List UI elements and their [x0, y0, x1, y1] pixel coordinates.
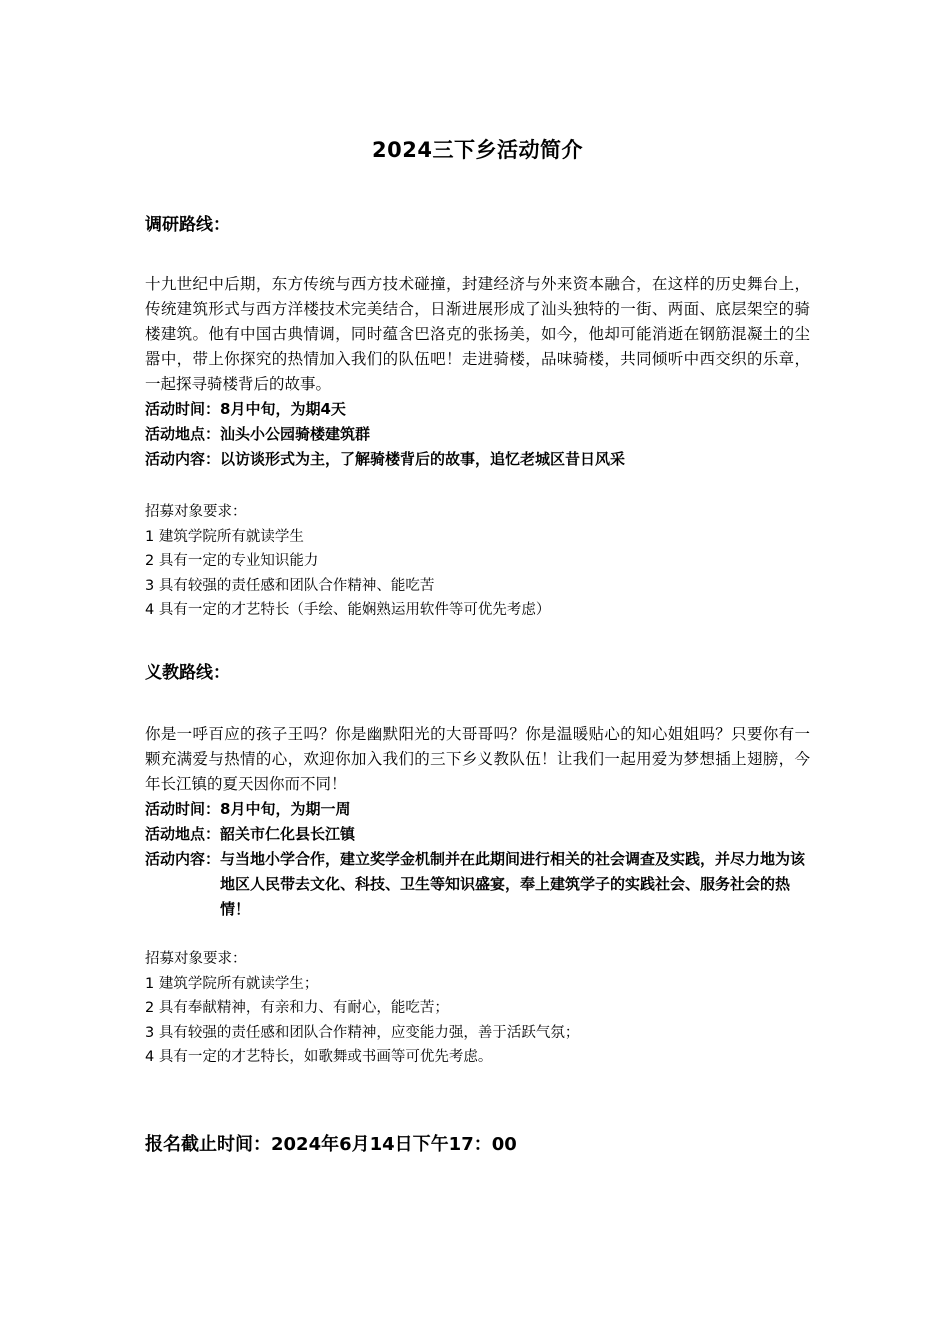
- research-place-value: 汕头小公园骑楼建筑群: [220, 425, 371, 443]
- research-requirements-title: 招募对象要求：: [145, 504, 247, 520]
- education-content-value: 与当地小学合作，建立奖学金机制并在此期间进行相关的社会调查及实践，并尽力地为该地区人民带去文化、科技、卫生等知识盛宴，奉上建筑学子的实践社会、服务社会的热情！: [220, 850, 806, 918]
- requirement-item: 3 具有较强的责任感和团队合作精神、能吃苦: [145, 577, 435, 594]
- education-content-label: 活动内容：: [145, 850, 221, 868]
- research-content-value: 以访谈形式为主，了解骑楼背后的故事，追忆老城区昔日风采: [220, 450, 626, 468]
- education-place-label: 活动地点：: [145, 825, 221, 843]
- research-requirements: [145, 500, 810, 623]
- education-requirements: [145, 947, 810, 1070]
- education-place-row: [145, 822, 810, 847]
- requirement-item: 1 建筑学院所有就读学生: [145, 528, 304, 545]
- requirement-item: 4 具有一定的才艺特长（手绘、能娴熟运用软件等可优先考虑）: [145, 602, 551, 618]
- research-route-details: [145, 272, 810, 472]
- research-content-row: [145, 447, 810, 472]
- document-title: 2024三下乡活动简介: [372, 138, 583, 162]
- requirement-item: 4 具有一定的才艺特长，如歌舞或书画等可优先考虑。: [145, 1049, 493, 1065]
- education-intro-paragraph: 你是一呼百应的孩子王吗？你是幽默阳光的大哥哥吗？你是温暖贴心的知心姐姐吗？只要你有一颗充满爱与热情的心，欢迎你加入我们的三下乡义教队伍！让我们一起用爱为梦想插上翅膀，今年长江镇的夏天因你而不同！: [145, 725, 810, 793]
- research-content-label: 活动内容：: [145, 450, 221, 468]
- education-time-label: 活动时间：: [145, 800, 221, 818]
- education-requirements-title: 招募对象要求：: [145, 951, 247, 967]
- education-route-heading: 义教路线：: [145, 663, 230, 683]
- registration-deadline: 报名截止时间：2024年6月14日下午17：00: [145, 1134, 517, 1155]
- education-time-value: 8月中旬，为期一周: [220, 800, 351, 818]
- education-place-value: 韶关市仁化县长江镇: [220, 825, 356, 843]
- research-route-heading: 调研路线：: [145, 215, 230, 235]
- research-time-label: 活动时间：: [145, 400, 221, 418]
- requirement-item: 2 具有一定的专业知识能力: [145, 553, 319, 569]
- requirement-item: 2 具有奉献精神，有亲和力、有耐心，能吃苦；: [145, 1000, 449, 1016]
- education-time-row: [145, 797, 810, 822]
- research-time-value: 8月中旬，为期4天: [220, 400, 346, 418]
- education-route-details: [145, 722, 810, 922]
- education-content-row: [145, 847, 810, 922]
- research-place-label: 活动地点：: [145, 425, 221, 443]
- requirement-item: 3 具有较强的责任感和团队合作精神，应变能力强，善于活跃气氛；: [145, 1024, 580, 1041]
- research-place-row: [145, 422, 810, 447]
- research-intro-paragraph: 十九世纪中后期，东方传统与西方技术碰撞，封建经济与外来资本融合，在这样的历史舞台上，传统建筑形式与西方洋楼技术完美结合，日渐进展形成了汕头独特的一街、两面、底层架空的骑楼建筑。他有中国古典情调，同时蕴含巴洛克的张扬美，如今，他却可能消逝在钢筋混凝土的尘嚣中，带上你探究的热情加入我们的队伍吧！走进骑楼，品味骑楼，共同倾听中西交织的乐章，一起探寻骑楼背后的故事。: [145, 275, 810, 393]
- requirement-item: 1 建筑学院所有就读学生；: [145, 975, 319, 992]
- research-time-row: [145, 397, 810, 422]
